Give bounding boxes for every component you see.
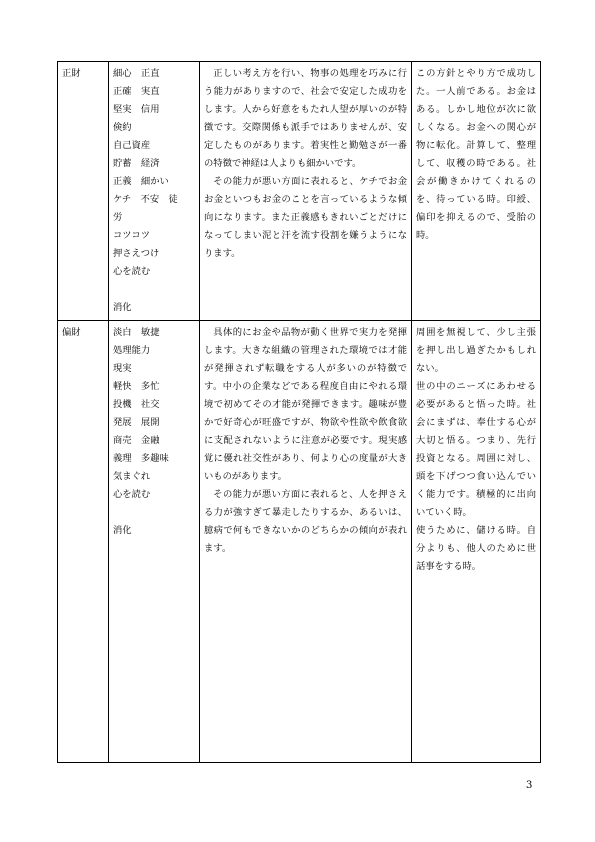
keyword-line: 堅実 信用 [113, 104, 160, 115]
keyword-line: コツコツ [113, 230, 151, 241]
keyword-line: 処理能力 [113, 345, 151, 356]
fortune-paragraph: この方針とやり方で成功した。一人前である。お金はある。しかし地位が次に欲しくなる。お金への関心が物に転化。計算して、整理して、収穫の時である。社会が働きかけてくれるのを、待っている時。印綬、偏印を抑えるので、受胎の時。 [416, 68, 536, 241]
category-cell: 正財 [58, 62, 109, 321]
category-cell: 偏財 [58, 321, 109, 763]
keyword-line [113, 504, 195, 522]
keyword-line: 押さえつけ [113, 248, 160, 259]
keyword-line: 正義 細かい [113, 176, 169, 187]
fortune-paragraph: 周囲を無視して、少し主張を押し出し過ぎたかもしれない。 [416, 327, 536, 374]
description-paragraph: その能力が悪い方面に表れると、人を押さえる力が強すぎて暴走したりするか、あるいは、臆病で何もできないかのどちらかの傾向が表れます。 [204, 489, 407, 554]
keyword-line: 消化 [113, 302, 132, 313]
table-row [58, 321, 541, 763]
keyword-line: 心を読む [113, 489, 151, 500]
keyword-line: 倹約 [113, 122, 132, 133]
table-row [58, 62, 541, 321]
fortune-cell [412, 321, 541, 763]
keyword-line: ケチ 不安 徒 [113, 194, 178, 205]
keyword-line: 投機 社交 [113, 399, 160, 410]
description-cell [200, 321, 412, 763]
keyword-line: 現実 [113, 363, 132, 374]
keyword-line: 発展 展開 [113, 417, 160, 428]
keyword-line: 気まぐれ [113, 471, 151, 482]
keyword-line: 義理 多趣味 [113, 453, 169, 464]
keyword-line: 正確 実直 [113, 86, 160, 97]
description-paragraph: 正しい考え方を行い、物事の処理を巧みに行う能力がありますので、社会で安定した成功をします。人から好意をもたれ人望が厚いのが特徴です。交際関係も派手ではありませんが、安定したものがあります。着実性と勤勉さが一番の特徴で神経は人よりも細かいです。 [204, 68, 407, 169]
keyword-line: 労 [113, 212, 123, 223]
keyword-line: 商売 金融 [113, 435, 160, 446]
keyword-line: 細心 正直 [113, 68, 160, 79]
keyword-line: 消化 [113, 525, 132, 536]
description-paragraph: 具体的にお金や品物が動く世界で実力を発揮します。大きな組織の管理された環境では才能が発揮されず転職をする人が多いのが特徴です。中小の企業などである程度自由にやれる環境で初めてその才能が発揮できます。趣味が豊かで好奇心が旺盛ですが、物欲や性欲や飲食欲に支配されないように注意が必要です。現実感覚に優れ社交性があり、何より心の度量が大きいものがあります。 [204, 327, 407, 482]
fortune-table [57, 61, 541, 763]
keyword-line: 軽快 多忙 [113, 381, 160, 392]
page-number: 3 [526, 780, 533, 791]
description-paragraph: その能力が悪い方面に表れると、ケチでお金お金といつもお金のことを言っているような傾向になります。また正義感もきれいごとだけになってしまい泥と汗を流す役割を嫌うようになります。 [204, 176, 407, 259]
description-cell [200, 62, 412, 321]
fortune-cell [412, 62, 541, 321]
fortune-paragraph: 使うために、儲ける時。自分よりも、他人のために世話事をする時。 [416, 525, 536, 572]
keyword-line: 心を読む [113, 266, 151, 277]
keyword-line: 貯蓄 経済 [113, 158, 160, 169]
keyword-line: 淡白 敏捷 [113, 327, 160, 338]
keyword-line: 自己資産 [113, 140, 151, 151]
keywords-cell [109, 62, 200, 321]
fortune-paragraph: 世の中のニーズにあわせる必要があると悟った時。社会にまずは、奉仕する心が大切と悟る。つまり、先行投資となる。周囲に対し、頭を下げつつ食い込んでいく能力です。積極的に出向いていく時。 [416, 381, 536, 518]
keywords-cell [109, 321, 200, 763]
keyword-line [113, 281, 195, 299]
